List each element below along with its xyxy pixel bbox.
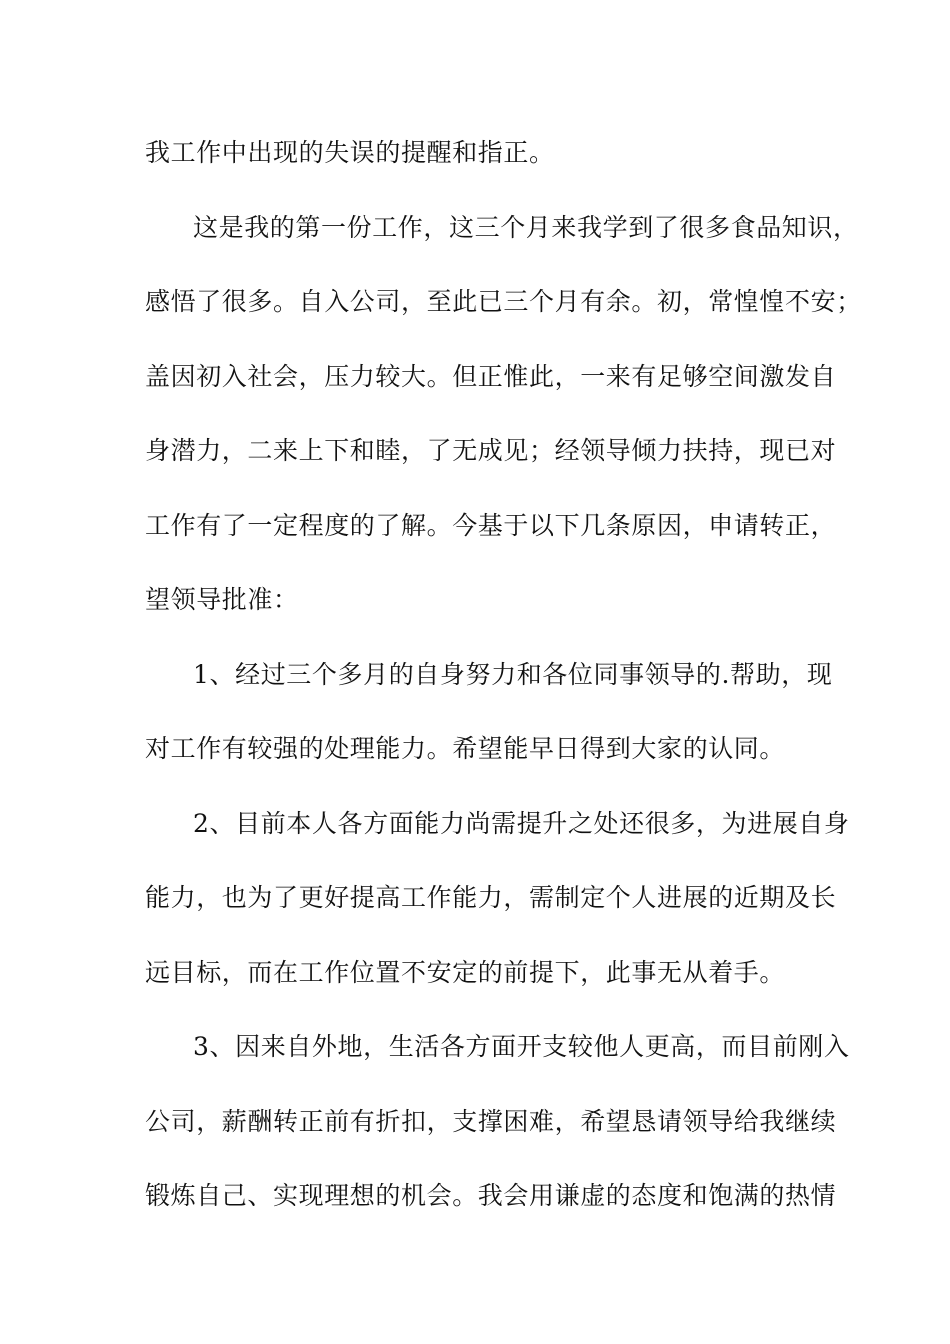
text-line: 盖因初入社会，压力较大。但正惟此，一来有足够空间激发自	[145, 362, 837, 391]
text-line: 身潜力，二来上下和睦，了无成见；经领导倾力扶持，现已对	[145, 436, 837, 465]
text-line: 能力，也为了更好提高工作能力，需制定个人进展的近期及长	[145, 883, 837, 912]
text-line: 望领导批准：	[145, 585, 299, 614]
text-line: 这是我的第一份工作，这三个月来我学到了很多食品知识，	[193, 213, 859, 242]
text-line: 我工作中出现的失误的提醒和指正。	[145, 138, 555, 167]
text-line: 对工作有较强的处理能力。希望能早日得到大家的认同。	[145, 734, 786, 763]
text-line: 远目标，而在工作位置不安定的前提下，此事无从着手。	[145, 958, 786, 987]
text-line: 工作有了一定程度的了解。今基于以下几条原因，申请转正，	[145, 511, 837, 540]
text-line: 锻炼自己、实现理想的机会。我会用谦虚的态度和饱满的热情	[145, 1181, 837, 1210]
text-line: 3、因来自外地，生活各方面开支较他人更高，而目前刚入	[193, 1032, 850, 1061]
text-line: 公司，薪酬转正前有折扣，支撑困难，希望恳请领导给我继续	[145, 1107, 837, 1136]
text-line: 1、经过三个多月的自身努力和各位同事领导的.帮助，现	[193, 660, 833, 689]
text-line: 感悟了很多。自入公司，至此已三个月有余。初，常惶惶不安；	[145, 287, 862, 316]
text-line: 2、目前本人各方面能力尚需提升之处还很多，为进展自身	[193, 809, 850, 838]
